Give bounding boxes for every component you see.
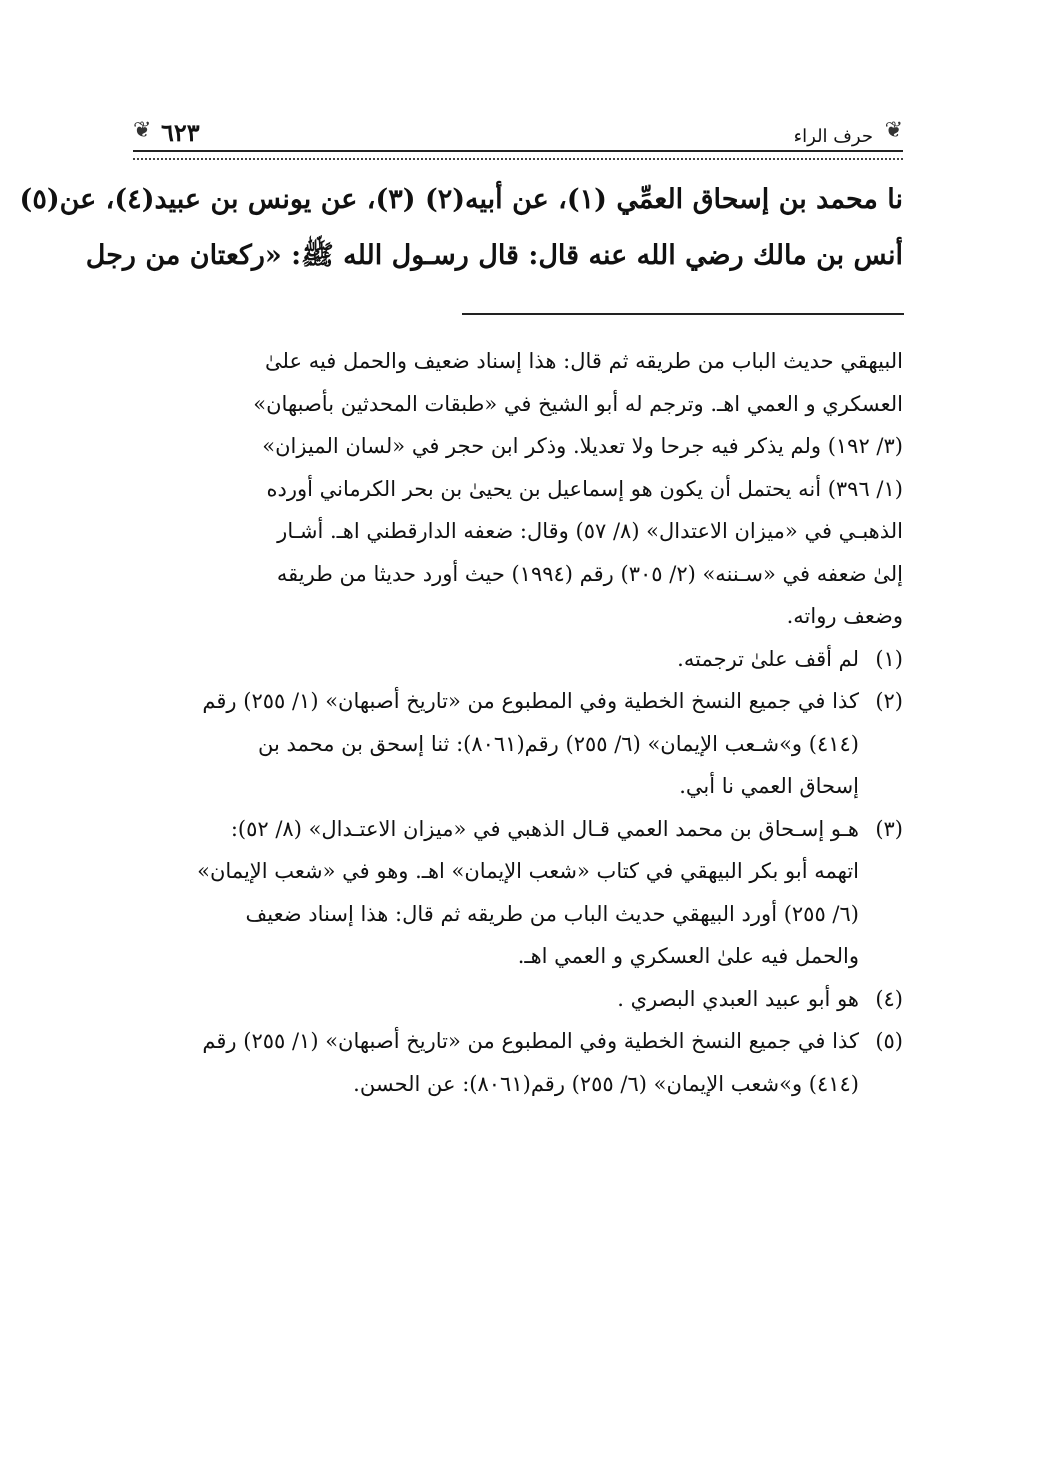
footnote-number: (٥) bbox=[875, 1029, 903, 1053]
page-header bbox=[133, 118, 903, 158]
footnote-line: وضعف رواته. bbox=[786, 604, 903, 628]
footnote-line: كذا في جميع النسخ الخطية وفي المطبوع من «تاريخ أصبهان» (١/ ٢٥٥) رقم bbox=[202, 1029, 859, 1053]
ornament-right-icon: ❦ bbox=[884, 118, 903, 143]
footnote-line: إسحاق العمي نا أبي. bbox=[679, 774, 859, 798]
footnote-line: العسكري و العمي اهـ. وترجم له أبو الشيخ في «طبقات المحدثين بأصبهان» bbox=[253, 391, 903, 416]
footnote-line: اتهمه أبو بكر البيهقي في كتاب «شعب الإيمان» اهـ. وهو في «شعب الإيمان» bbox=[197, 859, 859, 883]
footnotes bbox=[133, 340, 903, 1105]
chapter-title: حرف الراء bbox=[793, 126, 873, 147]
footnote-line: الذهبـي في «ميزان الاعتدال» (٨/ ٥٧) وقال: ضعفه الدارقطني اهـ. أشـار bbox=[277, 519, 903, 543]
footnote-line: كذا في جميع النسخ الخطية وفي المطبوع من «تاريخ أصبهان» (١/ ٢٥٥) رقم bbox=[202, 689, 859, 713]
footnote-line: (١/ ٣٩٦) أنه يحتمل أن يكون هو إسماعيل بن يحيىٰ بن بحر الكرماني أورده bbox=[266, 476, 903, 501]
main-text bbox=[19, 172, 903, 284]
footnote-line: (٦/ ٢٥٥) أورد البيهقي حديث الباب من طريقه ثم قال: هذا إسناد ضعيف bbox=[245, 901, 859, 926]
ornament-left-icon: ❦ bbox=[133, 118, 152, 143]
page-number: ٦٢٣ bbox=[161, 118, 200, 147]
footnote-5 bbox=[133, 1020, 903, 1105]
footnote-1 bbox=[133, 638, 903, 681]
footnote-3 bbox=[133, 808, 903, 978]
footnote-line: هـو إسـحاق بن محمد العمي قـال الذهبي في «ميزان الاعتـدال» (٨/ ٥٢): bbox=[230, 816, 859, 841]
footnote-continuation bbox=[133, 340, 903, 638]
footnote-number: (٤) bbox=[875, 986, 903, 1011]
header-rule bbox=[133, 150, 903, 160]
footnote-line: إلىٰ ضعفه في «سـننه» (٢/ ٣٠٥) رقم (١٩٩٤) حيث أورد حديثا من طريقه bbox=[276, 561, 903, 586]
footnote-separator bbox=[462, 313, 904, 315]
main-line: نا محمد بن إسحاق العمِّي (١)، عن أبيه(٢) (٣)، عن يونس بن عبيد(٤)، عن(٥) bbox=[19, 184, 903, 215]
footnote-line: هو أبو عبيد العبدي البصري . bbox=[617, 986, 859, 1011]
footnote-4 bbox=[133, 978, 903, 1021]
footnote-number: (١) bbox=[875, 646, 903, 671]
footnote-number: (٢) bbox=[875, 689, 903, 713]
footnote-line: (٤١٤) و»شـعب الإيمان» (٦/ ٢٥٥) رقم(٨٠٦١): ثنا إسحق بن محمد بن bbox=[257, 731, 859, 756]
footnote-line: البيهقي حديث الباب من طريقه ثم قال: هذا إسناد ضعيف والحمل فيه علىٰ bbox=[265, 349, 903, 373]
footnote-line: لم أقف علىٰ ترجمته. bbox=[677, 646, 859, 671]
main-line: أنس بن مالك رضي الله عنه قال: قال رسـول الله ﷺ: «ركعتان من رجل bbox=[85, 240, 903, 271]
footnote-line: (٤١٤) و»شعب الإيمان» (٦/ ٢٥٥) رقم(٨٠٦١): عن الحسن. bbox=[353, 1071, 859, 1096]
footnote-2 bbox=[133, 680, 903, 808]
footnote-number: (٣) bbox=[875, 816, 903, 841]
footnote-line: والحمل فيه علىٰ العسكري و العمي اهـ. bbox=[517, 944, 859, 968]
footnote-line: (٣/ ١٩٢) ولم يذكر فيه جرحا ولا تعديلا. وذكر ابن حجر في «لسان الميزان» bbox=[262, 434, 903, 458]
